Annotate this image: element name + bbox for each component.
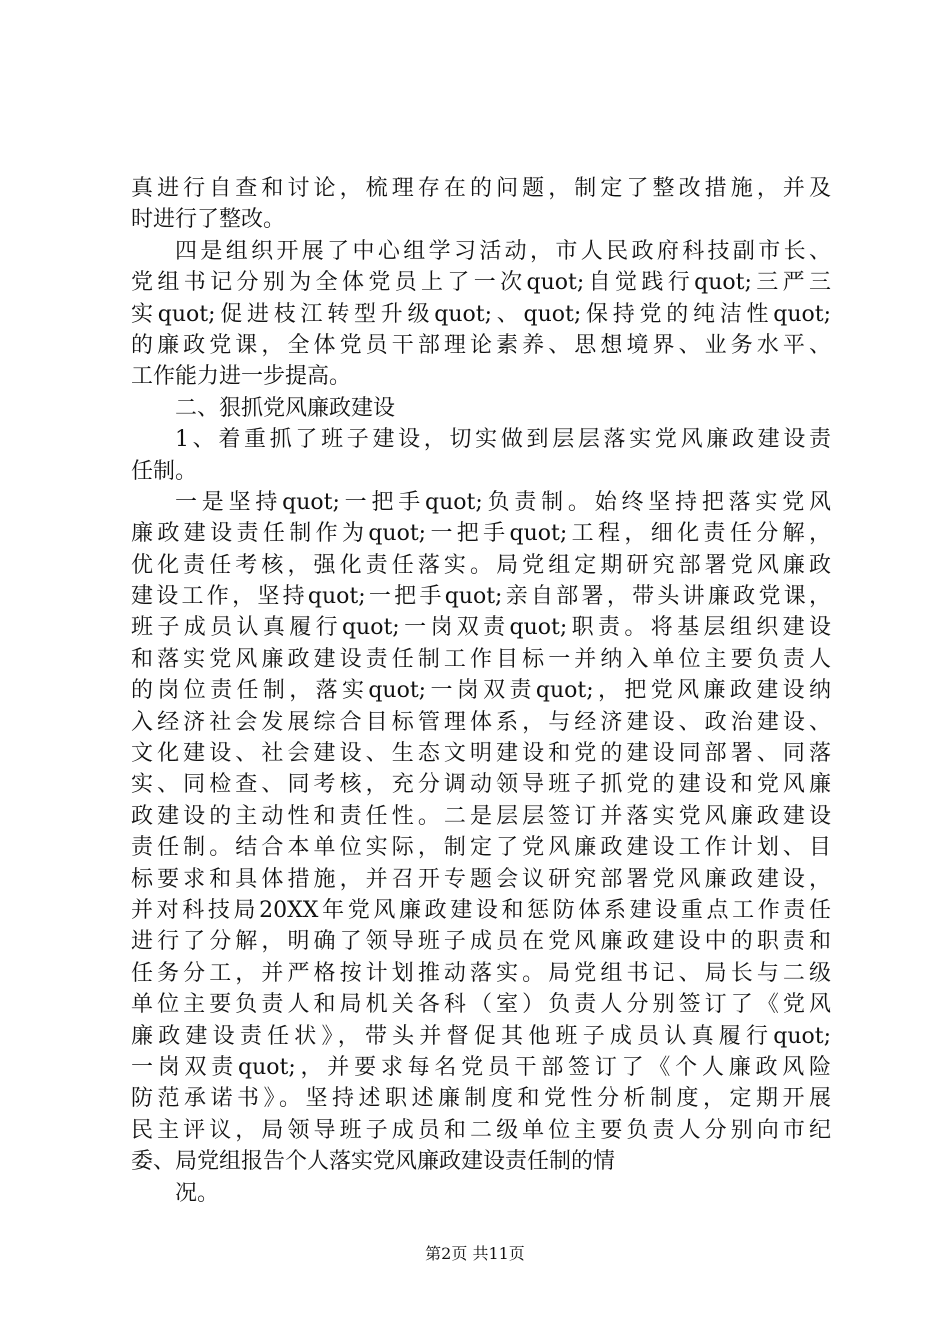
text-line: 班子成员认真履行quot;一岗双责quot;职责。将基层组织建设: [131, 615, 831, 641]
text-line: 政建设的主动性和责任性。二是层层签订并落实党风廉政建设: [131, 803, 831, 829]
text-line: 真进行自查和讨论，梳理存在的问题，制定了整改措施，并及: [131, 176, 831, 201]
text-line: 优化责任考核，强化责任落实。局党组定期研究部署党风廉政: [131, 552, 831, 578]
text-line: 廉政建设责任制作为quot;一把手quot;工程，细化责任分解，: [131, 521, 831, 547]
text-line: 实、同检查、同考核，充分调动领导班子抓党的建设和党风廉: [131, 772, 831, 798]
text-line: 的岗位责任制，落实quot;一岗双责quot;，把党风廉政建设纳: [131, 678, 831, 704]
text-line: 并对科技局20XX年党风廉政建设和惩防体系建设重点工作责任: [131, 897, 831, 923]
page-footer: 第2页 共11页: [425, 1244, 525, 1263]
text-line: 工作能力进一步提高。: [131, 364, 352, 390]
text-line: 时进行了整改。: [131, 207, 286, 233]
text-line: 入经济社会发展综合目标管理体系，与经济建设、政治建设、: [131, 709, 831, 735]
text-line: 一是坚持quot;一把手quot;负责制。始终坚持把落实党风: [175, 489, 831, 515]
text-line: 一岗双责quot;，并要求每名党员干部签订了《个人廉政风险: [131, 1054, 831, 1080]
text-line: 民主评议，局领导班子成员和二级单位主要负责人分别向市纪: [131, 1117, 831, 1143]
text-line: 和落实党风廉政建设责任制工作目标一并纳入单位主要负责人: [131, 646, 831, 672]
text-line: 四是组织开展了中心组学习活动，市人民政府科技副市长、: [175, 238, 831, 264]
text-line: 标要求和具体措施，并召开专题会议研究部署党风廉政建设，: [131, 866, 831, 892]
text-line: 廉政建设责任状》，带头并督促其他班子成员认真履行quot;: [131, 1023, 831, 1049]
document-body: [131, 173, 831, 1209]
text-line: 防范承诺书》。坚持述职述廉制度和党性分析制度，定期开展: [131, 1086, 831, 1112]
text-line: 进行了分解，明确了领导班子成员在党风廉政建设中的职责和: [131, 929, 831, 955]
text-line: 建设工作，坚持quot;一把手quot;亲自部署，带头讲廉政党课，: [131, 584, 831, 610]
text-line: 的廉政党课，全体党员干部理论素养、思想境界、业务水平、: [131, 332, 831, 358]
text-line: 任务分工，并严格按计划推动落实。局党组书记、局长与二级: [131, 960, 831, 986]
text-line: 1、着重抓了班子建设，切实做到层层落实党风廉政建设责: [175, 427, 831, 453]
text-line: 任制。: [131, 458, 198, 484]
text-line: 文化建设、社会建设、生态文明建设和党的建设同部署、同落: [131, 741, 831, 767]
text-line: 况。: [175, 1180, 220, 1206]
text-line: 单位主要负责人和局机关各科（室）负责人分别签订了《党风: [131, 992, 831, 1018]
text-line: 责任制。结合本单位实际，制定了党风廉政建设工作计划、目: [131, 835, 831, 861]
text-line: 实quot;促进枝江转型升级quot;、quot;保持党的纯洁性quot;: [131, 301, 831, 327]
text-line: 党组书记分别为全体党员上了一次quot;自觉践行quot;三严三: [131, 270, 831, 296]
text-line: 委、局党组报告个人落实党风廉政建设责任制的情: [131, 1149, 616, 1175]
text-line: 二、狠抓党风廉政建设: [175, 395, 396, 421]
